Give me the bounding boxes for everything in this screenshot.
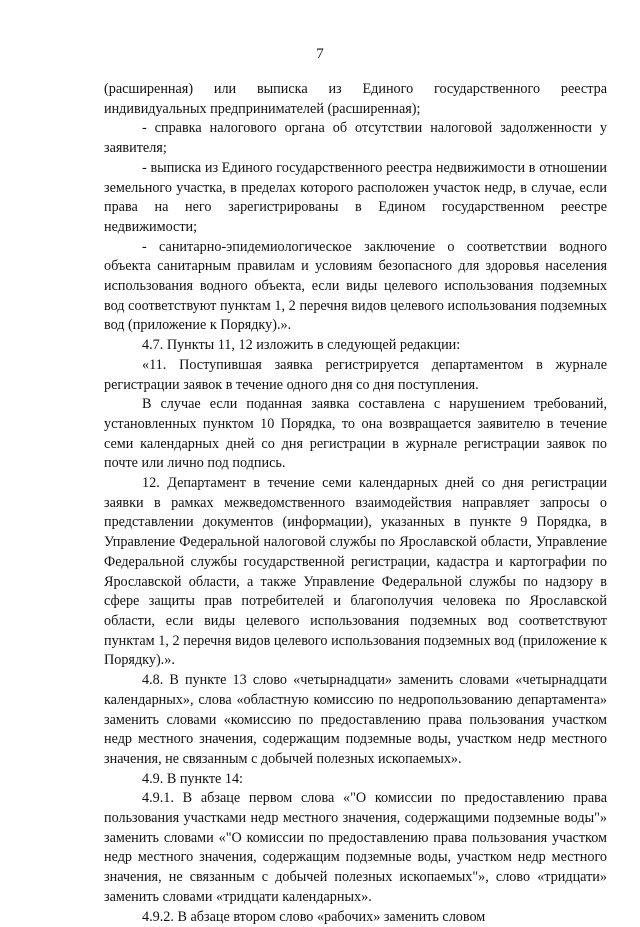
document-body — [104, 80, 607, 927]
paragraph: «11. Поступившая заявка регистрируется департаментом в журнале регистрации заявок в течение одного дня со дня поступления. — [104, 356, 607, 393]
paragraph: - выписка из Единого государственного реестра недвижимости в отношении земельного участка, в пределах которого расположен участок недр, в случае, если права на него зарегистрированы в Едином государственном реестре недвижимости; — [104, 159, 607, 235]
paragraph: В случае если поданная заявка составлена с нарушением требований, установленных пунктом 10 Порядка, то она возвращается заявителю в течение семи календарных дней со дня регистрации в журнале регистрации заявок по почте или лично под подпись. — [104, 396, 607, 472]
paragraph: (расширенная) или выписка из Единого государственного реестра индивидуальных предпринимателей (расширенная); — [104, 81, 607, 117]
paragraph: - справка налогового органа об отсутствии налоговой задолженности у заявителя; — [104, 120, 607, 157]
paragraph: 4.9.1. В абзаце первом слова «"О комиссии по предоставлению права пользования участками недр местного значения, содержащими подземные воды"» заменить словами «"О комиссии по предоставлению права пользования участком недр местного значения, содержащим подземные воды, участком недр местного значения, не связанным с добычей полезных ископаемых"», слово «тридцати» заменить словами «тридцати календарных». — [104, 790, 607, 905]
paragraph: 12. Департамент в течение семи календарных дней со дня регистрации заявки в рамках межведомственного взаимодействия направляет запросы о представлении документов (информации), указанных в пункте 9 Порядка, в Управление Федеральной налоговой службы по Ярославской области, Управление Федеральной службы государственной регистрации, кадастра и картографии по Ярославской области, а также Управление Федеральной службы по надзору в сфере защиты прав потребителей и благополучия человека по Ярославской области, если виды целевого использования подземных вод соответствуют пунктам 1, 2 перечня видов целевого использования подземных вод (приложение к Порядку).». — [104, 475, 607, 669]
paragraph: - санитарно-эпидемиологическое заключение о соответствии водного объекта санитарным правилам и условиям безопасного для здоровья населения использования водного объекта, если виды целевого использования подземных вод соответствуют пунктам 1, 2 перечня видов целевого использования подземных вод (приложение к Порядку).». — [104, 238, 607, 334]
paragraph: 4.9. В пункте 14: — [142, 770, 243, 787]
page-number: 7 — [316, 46, 324, 62]
paragraph: 4.8. В пункте 13 слово «четырнадцати» заменить словами «четырнадцати календарных», слова «областную комиссию по недропользованию департамента» заменить словами «комиссию по предоставлению права пользования участком недр местного значения, содержащим подземные воды, участком недр местного значения, не связанным с добычей полезных ископаемых». — [104, 672, 607, 767]
paragraph: 4.9.2. В абзаце втором слово «рабочих» заменить словом — [142, 908, 486, 925]
paragraph: 4.7. Пункты 11, 12 изложить в следующей редакции: — [142, 337, 461, 354]
